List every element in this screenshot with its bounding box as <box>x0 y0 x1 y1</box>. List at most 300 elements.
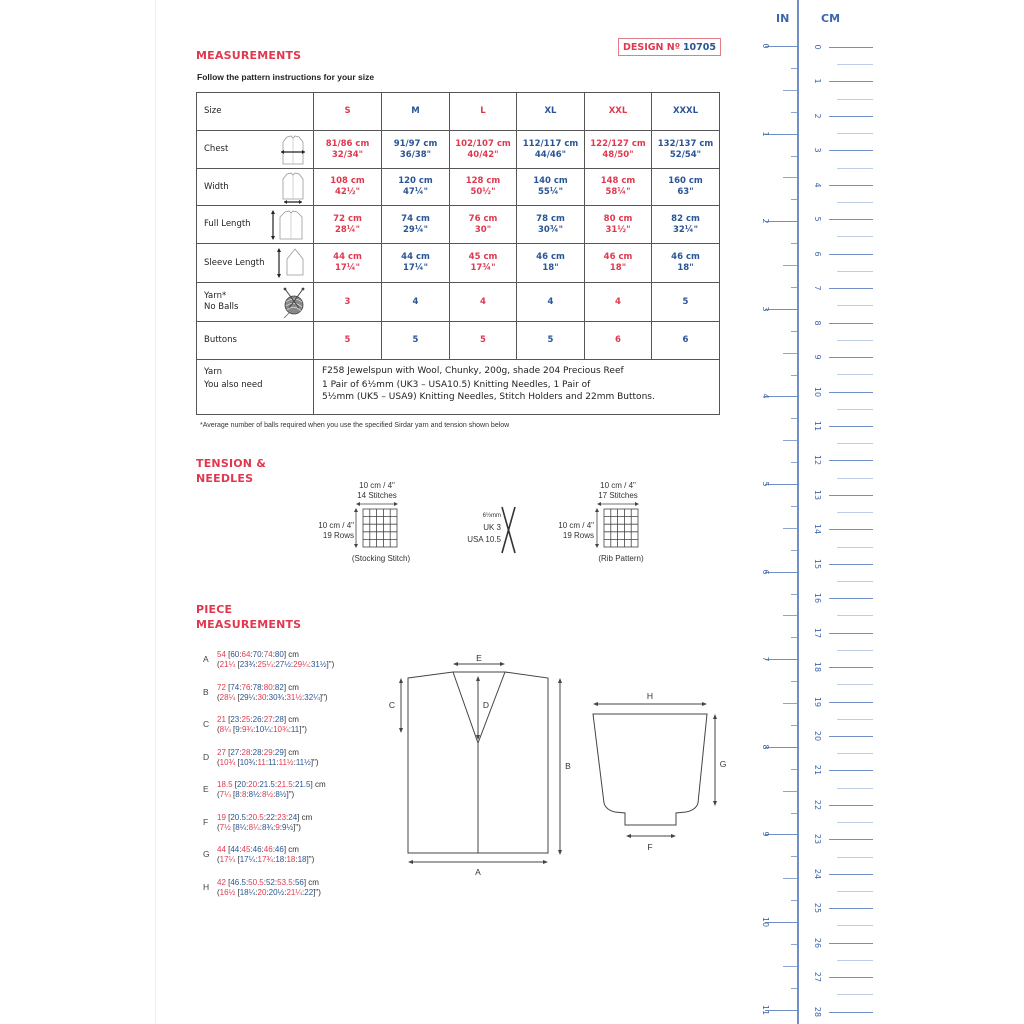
piece-cm-line: 27 [27:28:28:29:29] cm <box>217 747 299 757</box>
chest-cell: 102/107 cm 40/42" <box>450 131 517 169</box>
cm-major-tick <box>829 874 873 875</box>
piece-inch-value: 31½ <box>286 692 303 702</box>
cm-half-tick <box>837 960 873 961</box>
piece-cm-line: 54 [60:64:70:74:80] cm <box>217 650 299 659</box>
piece-cm-value: 56 <box>294 877 304 887</box>
cm-half-tick <box>837 340 873 341</box>
inch-minor-tick <box>791 637 797 638</box>
piece-cm-value: 28 <box>252 747 262 757</box>
piece-measurement-item <box>203 650 373 683</box>
piece-values <box>217 683 328 703</box>
stocking-width-label: 10 cm / 4" 14 Stitches <box>357 481 397 500</box>
cm-half-tick <box>837 857 873 858</box>
label-b: B <box>565 761 571 771</box>
cm-label: 2 <box>813 113 822 119</box>
label-a: A <box>475 867 481 877</box>
size-instructions: Follow the pattern instructions for your size <box>197 72 375 82</box>
cm-half-tick <box>837 822 873 823</box>
cm-label: 3 <box>813 147 822 153</box>
cm-label: 25 <box>813 903 822 914</box>
piece-cm-value: 60 <box>230 650 240 659</box>
inch-minor-tick <box>791 594 797 595</box>
yarn-description: F258 Jewelspun with Wool, Chunky, 200g, shade 204 Precious Reef <box>322 366 624 376</box>
piece-cm-value: 54 <box>217 650 226 659</box>
piece-cm-value: 74 <box>263 650 273 659</box>
chest-cell: 112/117 cm 44/46" <box>517 131 585 169</box>
v-neck <box>453 672 505 743</box>
piece-inch-value: 20 <box>257 887 267 897</box>
piece-cm-value: 23 <box>230 715 240 724</box>
cm-half-tick <box>837 202 873 203</box>
sleeve-length-cell: 44 cm 17¼" <box>382 244 450 283</box>
piece-inch-value: 9 <box>235 725 240 734</box>
materials-labels <box>197 360 314 415</box>
inch-minor-tick <box>783 703 797 704</box>
full-length-cell: 76 cm 30" <box>450 206 517 244</box>
cm-label: 23 <box>813 834 822 845</box>
yarn-balls-cell: 4 <box>450 283 517 322</box>
also-need-line-2: 5½mm (UK5 – USA9) Knitting Needles, Stitch Holders and 22mm Buttons. <box>322 392 655 402</box>
piece-cm-value: 44 <box>230 845 240 854</box>
cm-label: 1 <box>813 78 822 84</box>
cm-label: 16 <box>813 593 822 604</box>
piece-inch-value: 11 <box>257 757 266 767</box>
yarn-row-label: Yarn <box>204 367 222 377</box>
piece-cm-value: 78 <box>252 682 262 692</box>
width-cell: 140 cm 55¼" <box>517 169 585 206</box>
piece-inch-value: 16½ <box>219 887 236 897</box>
piece-inch-value: 18 <box>297 855 307 864</box>
piece-cm-value: 70 <box>252 650 262 659</box>
piece-cm-value: 21.5 <box>259 780 275 789</box>
piece-inch-value: 8¼ <box>219 725 231 734</box>
cm-major-tick <box>829 495 873 496</box>
piece-cm-value: 46 <box>263 845 273 854</box>
piece-cm-value: 52 <box>265 877 275 887</box>
piece-inch-value: 17¼ <box>239 855 256 864</box>
piece-cm-value: 22 <box>265 812 275 822</box>
piece-inch-value: 23¾ <box>239 660 256 669</box>
inch-minor-tick <box>783 615 797 616</box>
needle-sizes: 6½mm UK 3 USA 10.5 <box>467 513 501 544</box>
cm-half-tick <box>837 168 873 169</box>
piece-cm-value: 44 <box>217 845 226 854</box>
rib-pattern-label: (Rib Pattern) <box>598 554 644 563</box>
label-e: E <box>476 653 482 663</box>
piece-unit: cm <box>314 780 326 789</box>
width-cell: 120 cm 47¼" <box>382 169 450 206</box>
piece-cm-value: 21.5 <box>294 780 311 789</box>
width-cell: 108 cm 42½" <box>314 169 382 206</box>
piece-measurement-item <box>203 813 373 846</box>
full-length-cell: 78 cm 30¾" <box>517 206 585 244</box>
cm-label: 14 <box>813 524 822 535</box>
cm-major-tick <box>829 254 873 255</box>
cm-label: 8 <box>813 320 822 326</box>
cm-label: 4 <box>813 182 822 188</box>
inch-label: 11 <box>761 1004 770 1015</box>
yarn-balls-cell: 4 <box>517 283 585 322</box>
stocking-stitch-label: (Stocking Stitch) <box>351 554 411 563</box>
piece-measurements-heading: PIECE MEASUREMENTS <box>196 603 302 631</box>
cm-half-tick <box>837 615 873 616</box>
piece-inch-value: 8¼ <box>235 822 247 832</box>
cm-major-tick <box>829 839 873 840</box>
chest-row <box>197 131 720 169</box>
piece-inch-value: 29¼ <box>293 660 309 669</box>
piece-cm-value: 29 <box>274 747 284 757</box>
ruler-line <box>797 0 799 1024</box>
piece-inch-line: (10¾ [10¾:11:11:11½:11½]") <box>217 757 319 767</box>
cm-major-tick <box>829 805 873 806</box>
cm-major-tick <box>829 357 873 358</box>
cm-major-tick <box>829 323 873 324</box>
buttons-label: Buttons <box>197 322 314 360</box>
inch-minor-tick <box>783 966 797 967</box>
piece-inch-value: 18 <box>286 855 296 864</box>
cm-major-tick <box>829 564 873 565</box>
also-need-line-1: 1 Pair of 6½mm (UK3 – USA10.5) Knitting Needles, 1 Pair of <box>322 380 591 390</box>
piece-measurement-item <box>203 683 373 716</box>
sleeve-icon <box>271 247 311 279</box>
piece-measurement-item <box>203 845 373 878</box>
cm-half-tick <box>837 478 873 479</box>
cm-half-tick <box>837 305 873 306</box>
piece-inch-value: 25¼ <box>257 660 274 669</box>
inch-label: 2 <box>761 218 770 224</box>
yarn-balls-cell: 5 <box>652 283 720 322</box>
inch-minor-tick <box>783 878 797 879</box>
piece-inch-value: 22 <box>304 887 314 897</box>
buttons-cell: 6 <box>585 322 652 360</box>
inch-minor-tick <box>791 462 797 463</box>
piece-cm-value: 46 <box>252 845 262 854</box>
piece-inch-value: 7½ <box>219 822 231 832</box>
rib-height-arrow <box>594 508 600 548</box>
page-edge <box>155 0 156 1024</box>
piece-inch-value: 18¼ <box>239 887 256 897</box>
size-header: S <box>314 93 382 131</box>
piece-unit: cm <box>288 747 299 757</box>
cm-major-tick <box>829 667 873 668</box>
measurements-heading: MEASUREMENTS <box>196 49 302 62</box>
full-length-cell: 74 cm 29¼" <box>382 206 450 244</box>
chest-garment-icon <box>277 134 309 166</box>
width-cell: 160 cm 63" <box>652 169 720 206</box>
piece-cm-value: 18.5 <box>217 780 233 789</box>
materials-row <box>197 360 720 415</box>
measurements-table <box>196 92 720 415</box>
cm-major-tick <box>829 392 873 393</box>
cm-half-tick <box>837 64 873 65</box>
piece-letter: G <box>203 849 210 859</box>
piece-cm-value: 74 <box>230 682 240 692</box>
piece-cm-value: 80 <box>263 682 273 692</box>
inch-minor-tick <box>791 900 797 901</box>
cm-half-tick <box>837 925 873 926</box>
cm-half-tick <box>837 788 873 789</box>
sleeve-length-row <box>197 244 720 283</box>
cm-major-tick <box>829 81 873 82</box>
piece-cm-value: 20 <box>237 780 246 789</box>
piece-cm-line: 44 [44:45:46:46:46] cm <box>217 845 299 854</box>
size-header: XXL <box>585 93 652 131</box>
piece-inch-value: 30¾ <box>268 692 285 702</box>
piece-cm-value: 72 <box>217 682 226 692</box>
cm-label: 9 <box>813 354 822 360</box>
inch-label: 7 <box>761 656 770 662</box>
piece-inch-value: 10¾ <box>239 757 256 767</box>
piece-inch-value: 27½ <box>275 660 291 669</box>
inch-minor-tick <box>791 112 797 113</box>
piece-inch-line: (17¼ [17¼:17¾:18:18:18]") <box>217 855 315 864</box>
label-c: C <box>388 700 396 710</box>
rib-width-label: 10 cm / 4" 17 Stitches <box>598 481 638 500</box>
buttons-cell: 5 <box>314 322 382 360</box>
piece-values <box>217 748 319 768</box>
stocking-height-label: 10 cm / 4" 19 Rows <box>318 521 354 540</box>
cm-major-tick <box>829 47 873 48</box>
chest-cell: 122/127 cm 48/50" <box>585 131 652 169</box>
piece-cm-value: 64 <box>241 650 251 659</box>
piece-cm-value: 20.5 <box>230 812 246 822</box>
inch-label: 10 <box>761 916 770 928</box>
piece-cm-value: 29 <box>263 747 273 757</box>
piece-measurements-list <box>203 650 373 910</box>
width-garment-icon <box>277 172 309 204</box>
full-length-cell: 80 cm 31½" <box>585 206 652 244</box>
piece-cm-value: 53.5 <box>277 877 293 887</box>
label-g: G <box>719 759 727 769</box>
piece-cm-value: 50.5 <box>248 877 264 887</box>
inch-minor-tick <box>783 353 797 354</box>
knitting-needles-icon <box>500 505 518 555</box>
piece-inch-value: 32¼ <box>304 692 320 702</box>
piece-cm-value: 45 <box>241 845 251 854</box>
full-length-cell: 82 cm 32¼" <box>652 206 720 244</box>
piece-inch-value: 21¼ <box>286 887 303 897</box>
cm-major-tick <box>829 943 873 944</box>
full-length-cell: 72 cm 28¼" <box>314 206 382 244</box>
also-need-label: You also need <box>204 380 263 390</box>
inch-minor-tick <box>791 243 797 244</box>
piece-inch-value: 8½ <box>261 790 274 799</box>
inch-label: 4 <box>761 393 770 399</box>
inch-minor-tick <box>783 791 797 792</box>
full-length-row <box>197 206 720 244</box>
piece-values <box>217 813 312 833</box>
piece-cm-value: 21.5 <box>277 780 293 789</box>
sleeve-length-cell: 45 cm 17¾" <box>450 244 517 283</box>
inch-minor-tick <box>791 68 797 69</box>
piece-inch-value: 20½ <box>268 887 285 897</box>
piece-cm-value: 46 <box>274 845 284 854</box>
piece-cm-value: 28 <box>241 747 251 757</box>
size-label: Size <box>197 93 314 131</box>
piece-cm-value: 26 <box>252 715 262 724</box>
piece-unit: cm <box>288 650 299 659</box>
size-row <box>197 93 720 131</box>
piece-cm-value: 76 <box>241 682 251 692</box>
buttons-cell: 5 <box>450 322 517 360</box>
width-label: Width <box>197 169 314 206</box>
piece-values <box>217 715 307 735</box>
cm-label: 22 <box>813 799 822 810</box>
piece-inch-value: 18 <box>275 855 285 864</box>
full-length-label: Full Length <box>197 206 314 244</box>
piece-cm-line: 42 [46.5:50.5:52:53.5:56] cm <box>217 877 319 887</box>
piece-inch-value: 8 <box>241 790 247 799</box>
cm-major-tick <box>829 460 873 461</box>
piece-cm-value: 23 <box>277 812 287 822</box>
cm-major-tick <box>829 150 873 151</box>
cm-label: 12 <box>813 455 822 466</box>
piece-inch-value: 11½ <box>295 757 311 767</box>
piece-cm-value: 19 <box>217 812 226 822</box>
cm-major-tick <box>829 908 873 909</box>
stocking-swatch-grid <box>355 499 405 557</box>
piece-cm-value: 27 <box>217 747 226 757</box>
piece-inch-value: 29¼ <box>239 692 256 702</box>
cm-half-tick <box>837 409 873 410</box>
cm-major-tick <box>829 736 873 737</box>
size-header: L <box>450 93 517 131</box>
inch-label: 9 <box>761 831 770 837</box>
inch-minor-tick <box>783 528 797 529</box>
piece-values <box>217 845 314 865</box>
size-header: XXXL <box>652 93 720 131</box>
piece-inch-value: 8¼ <box>248 822 260 832</box>
buttons-row <box>197 322 720 360</box>
piece-inch-value: 9½ <box>282 822 294 832</box>
chest-cell: 132/137 cm 52/54" <box>652 131 720 169</box>
piece-cm-value: 80 <box>274 650 284 659</box>
cm-half-tick <box>837 133 873 134</box>
design-number-box <box>618 38 721 56</box>
width-cell: 128 cm 50½" <box>450 169 517 206</box>
inch-minor-tick <box>791 550 797 551</box>
piece-inch-line: (28¼ [29¼:30:30¾:31½:32¼]") <box>217 692 328 702</box>
ruler-cm-label: CM <box>821 12 841 25</box>
ruler-inch-label: IN <box>776 12 790 25</box>
label-f: F <box>647 842 653 852</box>
cm-half-tick <box>837 994 873 995</box>
piece-letter: F <box>203 816 209 827</box>
piece-measurement-item <box>203 748 373 781</box>
piece-inch-value: 8½ <box>248 790 260 799</box>
cm-label: 21 <box>813 765 822 776</box>
piece-cm-value: 20 <box>248 780 258 789</box>
label-d: D <box>482 700 490 710</box>
cm-half-tick <box>837 547 873 548</box>
inch-minor-tick <box>791 287 797 288</box>
cm-label: 19 <box>813 696 822 707</box>
materials-description <box>314 360 720 415</box>
size-header: M <box>382 93 450 131</box>
piece-inch-value: 11 <box>268 757 277 767</box>
cm-label: 13 <box>813 489 822 500</box>
yarn-balls-cell: 4 <box>585 283 652 322</box>
piece-inch-value: 7¼ <box>219 790 231 799</box>
piece-unit: cm <box>301 812 313 822</box>
yarn-balls-cell: 4 <box>382 283 450 322</box>
yarn-balls-label: Yarn* No Balls <box>197 283 314 322</box>
inch-minor-tick <box>791 856 797 857</box>
piece-cm-value: 27 <box>263 715 273 724</box>
width-cell: 148 cm 58¼" <box>585 169 652 206</box>
cm-major-tick <box>829 1012 873 1013</box>
cm-label: 15 <box>813 558 822 569</box>
cm-half-tick <box>837 684 873 685</box>
piece-inch-value: 9 <box>275 822 280 832</box>
design-label: DESIGN Nº <box>623 41 681 53</box>
piece-values <box>217 780 326 800</box>
yarn-balls-cell: 3 <box>314 283 382 322</box>
inch-minor-tick <box>791 506 797 507</box>
inch-minor-tick <box>783 265 797 266</box>
inch-minor-tick <box>791 418 797 419</box>
piece-cm-value: 46.5 <box>230 877 246 887</box>
piece-inch-line: (16½ [18¼:20:20½:21¼:22]") <box>217 887 321 897</box>
cm-half-tick <box>837 271 873 272</box>
piece-inch-line: (7½ [8¼:8¼:8¾:9:9½]") <box>217 822 301 832</box>
piece-inch-value: 30 <box>257 692 267 702</box>
piece-unit: cm <box>288 845 299 854</box>
cm-major-tick <box>829 633 873 634</box>
piece-cm-value: 42 <box>217 877 226 887</box>
piece-letter: D <box>203 751 210 762</box>
cm-half-tick <box>837 512 873 513</box>
piece-letter: A <box>203 654 209 664</box>
piece-letter: H <box>203 881 210 892</box>
cm-label: 6 <box>813 251 822 257</box>
piece-measurement-item <box>203 878 373 911</box>
cm-half-tick <box>837 753 873 754</box>
inch-minor-tick <box>791 331 797 332</box>
piece-unit: cm <box>288 682 299 692</box>
inch-minor-tick <box>791 375 797 376</box>
piece-cm-value: 82 <box>274 682 284 692</box>
sleeve-length-label: Sleeve Length <box>197 244 314 283</box>
rib-swatch-grid <box>596 499 646 557</box>
piece-inch-value: 8¾ <box>261 822 274 832</box>
piece-values <box>217 650 334 670</box>
inch-minor-tick <box>791 813 797 814</box>
sleeve-length-cell: 46 cm 18" <box>652 244 720 283</box>
inch-label: 1 <box>761 131 770 137</box>
piece-cm-value: 27 <box>230 747 240 757</box>
piece-cm-line: 19 [20.5:20.5:22:23:24] cm <box>217 812 313 822</box>
label-h: H <box>646 691 654 701</box>
piece-cm-value: 20.5 <box>248 812 264 822</box>
piece-inch-value: 8 <box>235 790 240 799</box>
inch-label: 3 <box>761 306 770 312</box>
cm-major-tick <box>829 185 873 186</box>
inch-minor-tick <box>783 90 797 91</box>
piece-inch-line: (7¼ [8:8:8½:8½:8½]") <box>217 790 295 799</box>
footnote: *Average number of balls required when you use the specified Sirdar yarn and tension shown below <box>200 422 510 429</box>
body-piece-diagram <box>380 645 580 880</box>
chest-cell: 91/97 cm 36/38" <box>382 131 450 169</box>
piece-inch-value: 17¼ <box>219 855 236 864</box>
piece-unit: cm <box>308 877 319 887</box>
cm-half-tick <box>837 374 873 375</box>
cm-half-tick <box>837 236 873 237</box>
cm-label: 5 <box>813 216 822 222</box>
piece-inch-value: 28¼ <box>219 692 236 702</box>
piece-letter: C <box>203 719 210 729</box>
chest-cell: 81/86 cm 32/34" <box>314 131 382 169</box>
